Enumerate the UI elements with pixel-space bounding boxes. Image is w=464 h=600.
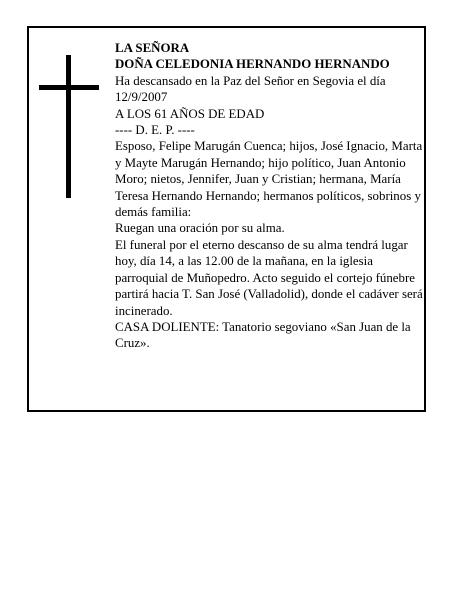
prayer-request: Ruegan una oración por su alma.	[115, 221, 285, 236]
cross-icon	[39, 55, 99, 198]
deceased-name: DOÑA CELEDONIA HERNANDO HERNANDO	[115, 57, 390, 72]
funeral-details: El funeral por el eterno descanso de su alma tendrá lugar hoy, día 14, a las 12.00 de la mañana, en la iglesia parroquial de Muñopedro. Acto seguido el cortejo fúnebre partirá hacia T. San José (Valladolid), donde el cadáver será incinerado.	[115, 237, 423, 318]
notice-title: LA SEÑORA	[115, 41, 190, 55]
cross-vertical-bar	[66, 55, 71, 198]
obituary-text	[115, 40, 425, 352]
mourning-house: CASA DOLIENTE: Tanatorio segoviano «San Juan de la Cruz».	[115, 319, 411, 351]
death-announcement: Ha descansado en la Paz del Señor en Segovia el día 12/9/2007	[115, 73, 386, 105]
cross-horizontal-bar	[39, 85, 99, 90]
family-members: Esposo, Felipe Marugán Cuenca; hijos, José Ignacio, Marta y Mayte Marugán Hernando; hijo político, Juan Antonio Moro; nietos, Jennifer, Juan y Cristian; hermana, María Teresa Hernando Hernando; hermanos políticos, sobrinos y demás familia:	[115, 139, 423, 220]
rip-line: ---- D. E. P. ----	[115, 123, 195, 138]
obituary-notice	[27, 26, 426, 412]
age-line: A LOS 61 AÑOS DE EDAD	[115, 106, 265, 121]
